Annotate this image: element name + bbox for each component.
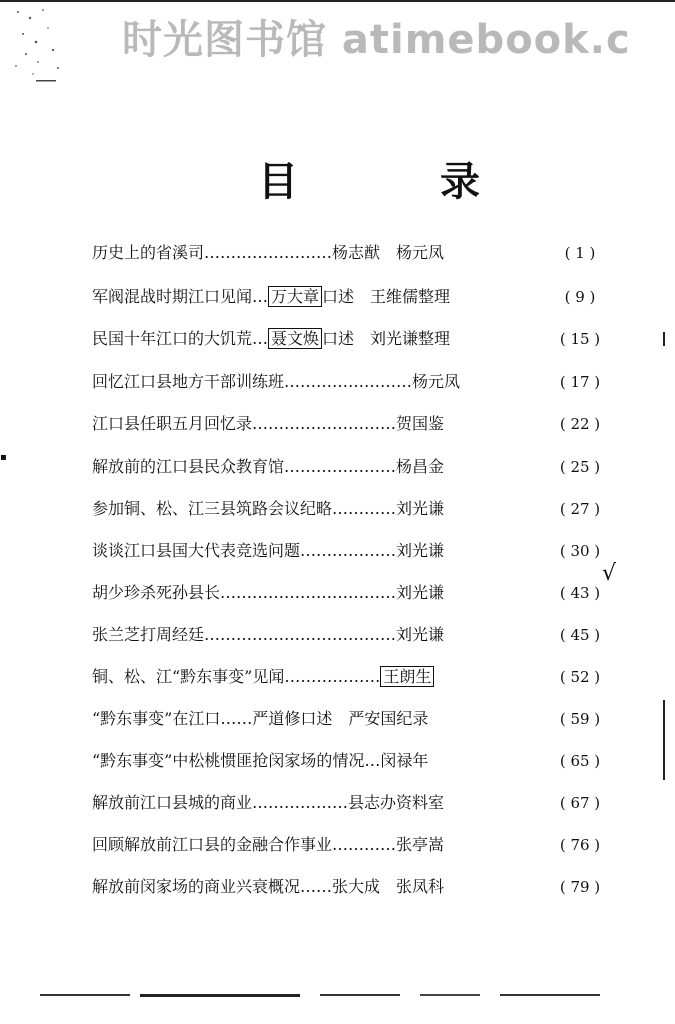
toc-row[interactable] <box>92 367 612 397</box>
toc-title: 历史上的省溪司……………………杨志猷 杨元凤 <box>92 243 445 262</box>
toc-row[interactable] <box>92 324 612 354</box>
toc-page: ( 25 ) <box>559 458 601 476</box>
toc-title <box>92 324 450 354</box>
toc-page: ( 52 ) <box>559 668 601 686</box>
toc-row[interactable] <box>92 662 612 692</box>
toc-page: ( 45 ) <box>559 626 601 644</box>
checkmark-icon: √ <box>602 561 617 586</box>
toc-title: 谈谈江口县国大代表竞选问题………………刘光谦 <box>92 541 445 560</box>
title-char-1: 目 <box>258 159 298 205</box>
toc-row[interactable] <box>92 704 612 734</box>
toc-page: ( 9 ) <box>564 288 596 306</box>
toc-title: 回顾解放前江口县的金融合作事业…………张亭嵩 <box>92 835 445 854</box>
toc-title: 解放前江口县城的商业………………县志办资料室 <box>92 793 445 812</box>
top-rule <box>0 0 675 2</box>
bottom-scan-line <box>40 994 600 997</box>
toc-title: 张兰芝打周经廷………………………………刘光谦 <box>92 625 445 644</box>
boxed-name: 聂文焕 <box>268 328 322 349</box>
toc-page: ( 43 ) <box>559 584 601 602</box>
toc-row[interactable] <box>92 536 612 566</box>
toc-page: ( 30 ) <box>559 542 601 560</box>
toc-row[interactable] <box>92 788 612 818</box>
toc-row[interactable] <box>92 409 612 439</box>
toc-title: 胡少珍杀死孙县长……………………………刘光谦 <box>92 583 445 602</box>
toc-row[interactable] <box>92 494 612 524</box>
page-title <box>0 150 675 210</box>
toc-row[interactable] <box>92 282 612 312</box>
toc-title: “黔东事变”中松桃惯匪抢闵家场的情况…闵禄年 <box>92 751 429 770</box>
margin-mark: ▪ <box>0 452 7 463</box>
toc-title-post: 口述 刘光谦整理 <box>322 329 451 348</box>
toc-row[interactable] <box>92 872 612 902</box>
toc-page: ( 1 ) <box>564 244 596 262</box>
watermark: 时光图书馆 atimebook.c <box>122 17 631 63</box>
toc-page: ( 59 ) <box>559 710 601 728</box>
toc-title <box>92 282 450 312</box>
toc-row[interactable] <box>92 830 612 860</box>
toc-title: 解放前的江口县民众教育馆…………………杨昌金 <box>92 457 445 476</box>
toc-title-pre: 军阀混战时期江口见闻… <box>92 287 269 306</box>
scan-noise <box>8 4 78 84</box>
toc-page: ( 76 ) <box>559 836 601 854</box>
toc-row[interactable] <box>92 620 612 650</box>
toc-title <box>92 662 434 692</box>
margin-mark <box>663 700 665 780</box>
toc-title: 解放前闵家场的商业兴衰概况……张大成 张凤科 <box>92 877 445 896</box>
toc-page: ( 79 ) <box>559 878 601 896</box>
toc-page: ( 22 ) <box>559 415 601 433</box>
toc-page: ( 17 ) <box>559 373 601 391</box>
toc-page: ( 65 ) <box>559 752 601 770</box>
toc-title-pre: 民国十年江口的大饥荒… <box>92 329 269 348</box>
boxed-name: 万大章 <box>268 286 322 307</box>
toc-page: ( 67 ) <box>559 794 601 812</box>
boxed-name: 王朗生 <box>380 666 434 687</box>
title-char-2: 录 <box>440 159 480 205</box>
toc-row[interactable] <box>92 238 612 268</box>
toc-title: 参加铜、松、江三县筑路会议纪略…………刘光谦 <box>92 499 445 518</box>
toc-page: ( 15 ) <box>559 330 601 348</box>
toc-row[interactable] <box>92 452 612 482</box>
toc-page: ( 27 ) <box>559 500 601 518</box>
toc-row[interactable] <box>92 578 612 608</box>
toc-title: 回忆江口县地方干部训练班……………………杨元凤 <box>92 372 461 391</box>
toc-title-post: 口述 王维儒整理 <box>322 287 451 306</box>
toc-title: “黔东事变”在江口……严道修口述 严安国纪录 <box>92 709 429 728</box>
toc-row[interactable] <box>92 746 612 776</box>
toc-title: 江口县任职五月回忆录………………………贺国鉴 <box>92 414 445 433</box>
toc-title-pre: 铜、松、江“黔东事变”见闻……………… <box>92 667 381 686</box>
margin-mark <box>663 332 665 346</box>
